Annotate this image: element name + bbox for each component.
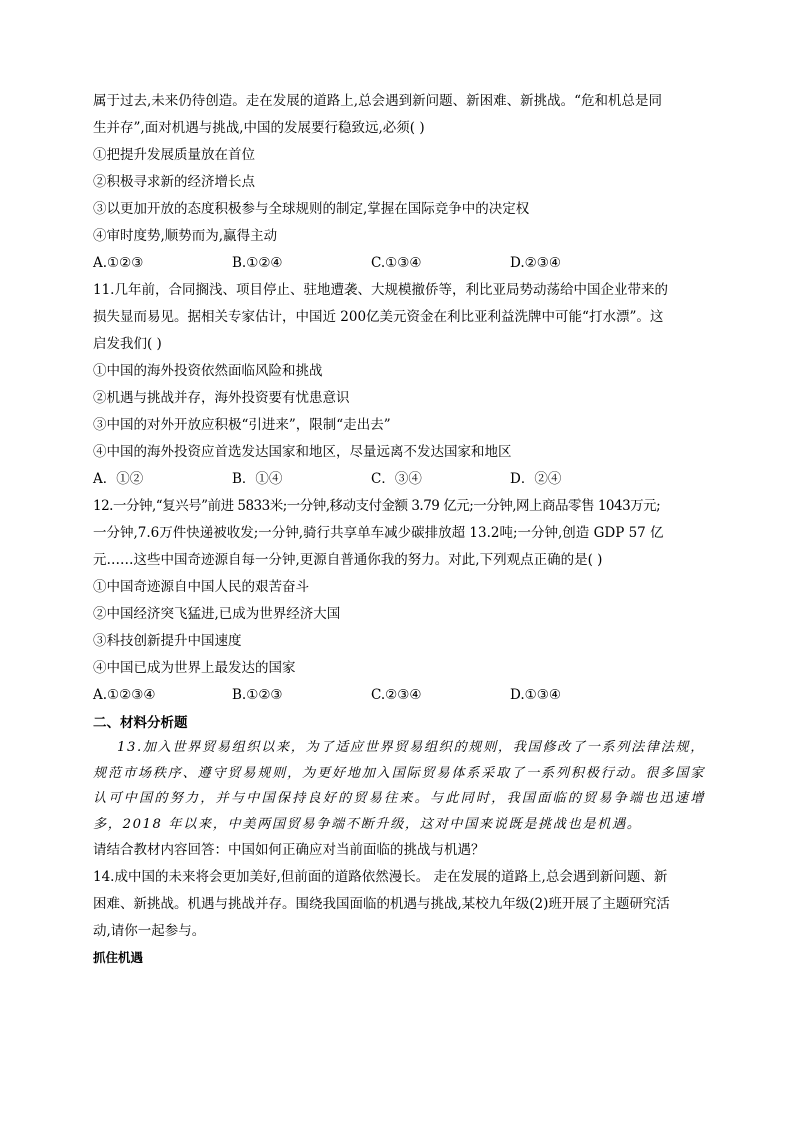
- question-14-stem-line: 困难、新挑战。机遇与挑战并存。围绕我国面临的机遇与挑战,某校九年级(2)班开展了主题研究活: [93, 896, 670, 912]
- option-c: C.②③④: [371, 687, 422, 703]
- option-a: A.①②③: [93, 255, 144, 271]
- option-b: B．①④: [232, 471, 283, 487]
- exam-page: [93, 88, 705, 971]
- question-12-item: ①中国奇迹源自中国人民的艰苦奋斗: [93, 579, 309, 595]
- option-d: D．②④: [510, 471, 562, 487]
- question-14-stem-line: 动,请你一起参与。: [93, 923, 206, 939]
- question-12-stem-line: 元……这些中国奇迹源自每一分钟,更源自普通你我的努力。对此,下列观点正确的是( ): [93, 552, 603, 568]
- question-12-stem-line: 12.一分钟,“复兴号”前进 5833米;一分钟,移动支付金额 3.79 亿元;一分钟,网上商品零售 1043万元;: [93, 498, 661, 514]
- option-b: B.①②④: [232, 255, 283, 271]
- question-10-item: ①把提升发展质量放在首位: [93, 147, 255, 163]
- question-13-material: 13.加入世界贸易组织以来，为了适应世界贸易组织的规则，我国修改了一系列法律法规，规范市场秩序、遵守贸易规则，为更好地加入国际贸易体系采取了一系列积极行动。很多国家认可中国的努力，并与中国保持良好的贸易往来。与此同时，我国面临的贸易争端也迅速增多，2018 年以来，中美两国贸易争端不断升级，这对中国来说既是挑战也是机遇。: [93, 740, 705, 832]
- question-10-item: ②积极寻求新的经济增长点: [93, 174, 255, 190]
- question-10-item: ④审时度势,顺势而为,赢得主动: [93, 228, 278, 244]
- question-13-prompt: 请结合教材内容回答：中国如何正确应对当前面临的挑战与机遇？: [93, 842, 485, 858]
- option-c: C.①③④: [371, 255, 422, 271]
- option-c: C．③④: [371, 471, 422, 487]
- question-14: [93, 864, 705, 971]
- option-a: A．①②: [93, 471, 144, 487]
- question-11-item: ②机遇与挑战并存，海外投资要有忧患意识: [93, 390, 350, 406]
- option-b: B.①②③: [232, 687, 283, 703]
- question-13: [93, 735, 705, 864]
- question-10-options: [93, 250, 705, 277]
- question-14-subtitle: 抓住机遇: [93, 950, 144, 965]
- question-11-options: [93, 466, 705, 493]
- question-10-stem-line: 生并存”,面对机遇与挑战,中国的发展要行稳致远,必须( ): [93, 120, 425, 136]
- question-12-options: [93, 682, 705, 709]
- option-a: A.①②③④: [93, 687, 156, 703]
- question-11-stem-line: 损失显而易见。据相关专家估计，中国近 200亿美元资金在利比亚利益洗牌中可能“打水漂”。这: [93, 309, 664, 325]
- question-14-stem-line: 14.成中国的未来将会更加美好,但前面的道路依然漫长。 走在发展的道路上,总会遇到新问题、新: [93, 869, 668, 885]
- question-12-item: ④中国已成为世界上最发达的国家: [93, 660, 296, 676]
- question-12-stem-line: 一分钟,7.6万件快递被收发;一分钟,骑行共享单车减少碳排放超 13.2吨;一分钟,创造 GDP 57 亿: [93, 525, 664, 541]
- question-12: [93, 493, 705, 709]
- question-11-stem-line: 11.几年前，合同搁浅、项目停止、驻地遭袭、大规模撤侨等，利比亚局势动荡给中国企业带来的: [93, 282, 668, 298]
- question-11-stem-line: 启发我们( ): [93, 336, 162, 352]
- question-10-item: ③以更加开放的态度积极参与全球规则的制定,掌握在国际竞争中的决定权: [93, 201, 530, 217]
- option-d: D.②③④: [510, 255, 561, 271]
- question-11-item: ①中国的海外投资依然面临风险和挑战: [93, 363, 323, 379]
- question-10: [93, 88, 705, 277]
- option-d: D.①③④: [510, 687, 561, 703]
- question-12-item: ③科技创新提升中国速度: [93, 633, 242, 649]
- question-10-stem-line: 属于过去,未来仍待创造。走在发展的道路上,总会遇到新问题、新困难、新挑战。“危和机总是同: [93, 93, 662, 109]
- section-heading: 二、材料分析题: [93, 715, 188, 731]
- question-12-item: ②中国经济突飞猛进,已成为世界经济大国: [93, 606, 341, 622]
- question-11-item: ③中国的对外开放应积极“引进来”，限制“走出去”: [93, 417, 391, 433]
- question-11: [93, 277, 705, 493]
- question-11-item: ④中国的海外投资应首选发达国家和地区，尽量远离不发达国家和地区: [93, 444, 512, 460]
